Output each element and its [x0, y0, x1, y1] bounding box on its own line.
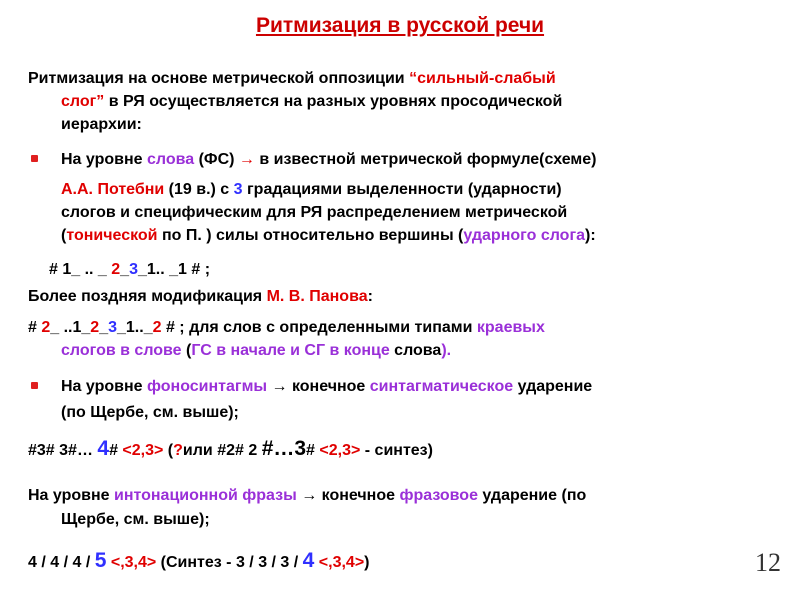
bullet-text: (по Щербе, см. выше); [61, 404, 239, 421]
bullet-text: ( [61, 227, 67, 244]
bullet-2-line-1 [61, 377, 592, 396]
bullet-text: по П. ) силы относительно вершины ( [157, 227, 464, 244]
para-text: → конечное [296, 487, 400, 504]
highlight-word: фразовое [399, 487, 478, 504]
phrase-line-1 [28, 486, 586, 505]
intro-text: Ритмизация на основе метрической оппозиции [28, 70, 410, 87]
formula-part: # ; для слов с определенными типами [161, 319, 477, 336]
formula-part: _ [99, 319, 109, 336]
para-text: : [367, 288, 373, 305]
formula-part: _1.. _1 # ; [137, 261, 211, 278]
bullet-text: в известной метрической формуле(схеме) [254, 151, 597, 168]
bullet-text: конечное [291, 378, 370, 395]
formula-part: #…3 [261, 437, 307, 460]
para-text: ( [181, 342, 192, 359]
bullet-text: (ФС) [194, 151, 239, 168]
formula-part: - синтез) [360, 442, 433, 459]
bullet-text: ): [585, 227, 596, 244]
para-text: Более поздняя модификация [28, 288, 267, 305]
formula-part: <,3,4> [110, 554, 157, 571]
intro-quote-end: слог” [61, 93, 105, 110]
para-text: слова [389, 342, 442, 359]
formula-4 [28, 551, 370, 572]
formula-part: (Синтез - 3 / 3 / 3 / [156, 554, 303, 571]
formula-part: <2,3> [122, 442, 164, 459]
author-name: М. В. Панова [266, 288, 368, 305]
formula-part: 2 [90, 319, 100, 336]
formula-part: 4 [97, 437, 110, 460]
bullet-icon [31, 382, 38, 389]
highlight-word: ударного слога [463, 227, 585, 244]
bullet-1-line-4 [61, 226, 596, 245]
intro-line-1 [28, 69, 556, 88]
phrase-line-2 [61, 510, 210, 529]
formula-part: # [109, 442, 123, 459]
formula-1 [49, 260, 210, 279]
bullet-1-line-1 [61, 150, 596, 169]
bullet-2-line-2 [61, 403, 239, 422]
bullet-icon [31, 155, 38, 162]
formula-part: ? [173, 442, 183, 459]
highlight-number: 3 [233, 181, 243, 198]
bullet-1-line-3 [61, 203, 567, 222]
formula-part: 5 [94, 549, 107, 572]
formula-part: <2,3> [319, 442, 361, 459]
intro-text: в РЯ осуществляется на разных уровнях просодической [104, 93, 563, 110]
formula-part: или #2# 2 [182, 442, 262, 459]
bullet-text: слогов и специфическим для РЯ распределением метрической [61, 204, 568, 221]
highlight-word: интонационной фразы [113, 487, 297, 504]
arrow-icon: → [267, 378, 292, 395]
bullet-text: градациями выделенности (ударности) [242, 181, 562, 198]
formula-part: 3 [108, 319, 117, 336]
highlight-word: фоносинтагмы [146, 378, 268, 395]
para-text: Щербе, см. выше); [61, 511, 210, 528]
bullet-text: На уровне [61, 151, 147, 168]
formula-part: 4 [302, 549, 315, 572]
formula-part: #3# 3#… [28, 442, 98, 459]
highlight-word: тонической [66, 227, 158, 244]
highlight-word: слова [146, 151, 195, 168]
highlight-word: синтагматическое [369, 378, 514, 395]
para-text: ударение (по [477, 487, 587, 504]
intro-line-2 [61, 92, 562, 111]
formula-2-line-2 [61, 341, 451, 360]
bullet-text: (19 в.) с [164, 181, 234, 198]
bullet-text: На уровне [61, 378, 147, 395]
highlight-word: краевых [476, 319, 545, 336]
formula-part: 3 [129, 261, 138, 278]
formula-part: # [28, 319, 42, 336]
formula-2-line-1 [28, 318, 545, 337]
para-text: На уровне [28, 487, 114, 504]
formula-part: _1.._ [117, 319, 153, 336]
formula-part: 4 / 4 / 4 / [28, 554, 95, 571]
arrow-icon: → [238, 151, 255, 168]
formula-part: # [306, 442, 320, 459]
formula-part: 2 [152, 319, 162, 336]
page-number: 12 [755, 548, 781, 577]
bullet-text: ударение [513, 378, 593, 395]
panov-line [28, 287, 373, 306]
formula-part: <,3,4> [318, 554, 365, 571]
intro-line-3 [61, 115, 142, 134]
bullet-1-line-2 [61, 180, 562, 199]
formula-part: _ [120, 261, 130, 278]
formula-part: ) [364, 554, 370, 571]
intro-text: иерархии: [61, 116, 142, 133]
intro-quote: “сильный-слабый [409, 70, 556, 87]
formula-part: 2 [41, 319, 51, 336]
formula-part: ( [163, 442, 174, 459]
formula-part: _ ..1_ [50, 319, 91, 336]
highlight-word: слогов в слове [61, 342, 182, 359]
formula-part: # 1_ .. _ [49, 261, 112, 278]
highlight-word: ГС в начале и СГ в конце [191, 342, 390, 359]
page-title: Ритмизация в русской речи [255, 14, 545, 37]
formula-3 [28, 439, 433, 460]
author-name: А.А. Потебни [61, 181, 165, 198]
formula-part: 2 [111, 261, 121, 278]
para-text: ). [441, 342, 452, 359]
